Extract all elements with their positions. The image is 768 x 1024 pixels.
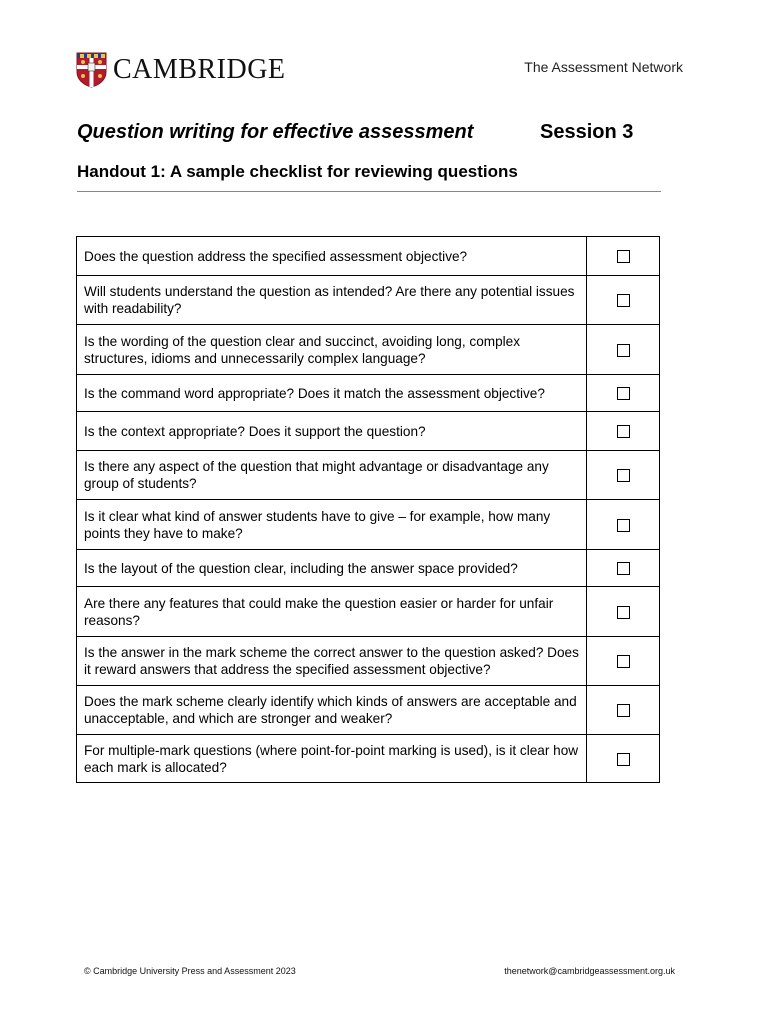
checklist-question: Does the question address the specified assessment objective? (77, 237, 587, 276)
checklist-question: Does the mark scheme clearly identify which kinds of answers are acceptable and unacceptable, and which are stronger and weaker? (77, 686, 587, 735)
checklist-question: Is the command word appropriate? Does it match the assessment objective? (77, 375, 587, 412)
checklist-box-cell (587, 237, 660, 276)
checkbox[interactable] (617, 519, 630, 532)
checklist-row (77, 375, 660, 412)
footer-email[interactable]: thenetwork@cambridgeassessment.org.uk (504, 966, 675, 976)
handout-subtitle: Handout 1: A sample checklist for reviewing questions (77, 162, 518, 181)
checkbox[interactable] (617, 469, 630, 482)
session-label: Session 3 (540, 121, 634, 143)
checklist-box-cell (587, 637, 660, 686)
checklist-row (77, 735, 660, 783)
checklist-question: Is the wording of the question clear and succinct, avoiding long, complex structures, idioms and unnecessarily complex language? (77, 325, 587, 375)
checklist-box-cell (587, 587, 660, 637)
title-row (77, 120, 677, 144)
checkbox[interactable] (617, 562, 630, 575)
checklist-question: Is the answer in the mark scheme the correct answer to the question asked? Does it reward answers that address the specified assessment objective? (77, 637, 587, 686)
checklist-row (77, 550, 660, 587)
checklist-box-cell (587, 550, 660, 587)
checklist-row (77, 412, 660, 451)
checklist-box-cell (587, 375, 660, 412)
checkbox[interactable] (617, 294, 630, 307)
checklist-row (77, 637, 660, 686)
checklist-table (76, 236, 660, 783)
page-title: Question writing for effective assessment (77, 121, 474, 143)
checklist-question: Will students understand the question as intended? Are there any potential issues with readability? (77, 276, 587, 325)
checklist-row (77, 686, 660, 735)
checkbox[interactable] (617, 753, 630, 766)
checklist-question: For multiple-mark questions (where point-for-point marking is used), is it clear how each mark is allocated? (77, 735, 587, 783)
checkbox[interactable] (617, 344, 630, 357)
checkbox[interactable] (617, 606, 630, 619)
checkbox[interactable] (617, 250, 630, 263)
checklist-box-cell (587, 735, 660, 783)
checklist-question: Is the layout of the question clear, including the answer space provided? (77, 550, 587, 587)
checklist-box-cell (587, 451, 660, 500)
checklist-row (77, 451, 660, 500)
logo-wordmark: CAMBRIDGE (113, 54, 286, 85)
network-label: The Assessment Network (524, 59, 683, 75)
checklist-question: Are there any features that could make the question easier or harder for unfair reasons? (77, 587, 587, 637)
checklist-row (77, 237, 660, 276)
checklist-box-cell (587, 325, 660, 375)
checkbox[interactable] (617, 387, 630, 400)
cambridge-shield-icon (76, 52, 107, 88)
checklist-row (77, 325, 660, 375)
checklist-box-cell (587, 500, 660, 550)
footer-copyright: © Cambridge University Press and Assessment 2023 (84, 966, 296, 976)
checklist-question: Is the context appropriate? Does it support the question? (77, 412, 587, 451)
checklist-box-cell (587, 412, 660, 451)
checklist-row (77, 276, 660, 325)
header-divider (77, 191, 661, 192)
checklist-row (77, 500, 660, 550)
checkbox[interactable] (617, 425, 630, 438)
checklist-question: Is there any aspect of the question that might advantage or disadvantage any group of students? (77, 451, 587, 500)
checkbox[interactable] (617, 655, 630, 668)
checklist-row (77, 587, 660, 637)
checklist-question: Is it clear what kind of answer students have to give – for example, how many points they have to make? (77, 500, 587, 550)
checkbox[interactable] (617, 704, 630, 717)
checklist-box-cell (587, 686, 660, 735)
cambridge-logo (76, 52, 286, 88)
checklist-box-cell (587, 276, 660, 325)
